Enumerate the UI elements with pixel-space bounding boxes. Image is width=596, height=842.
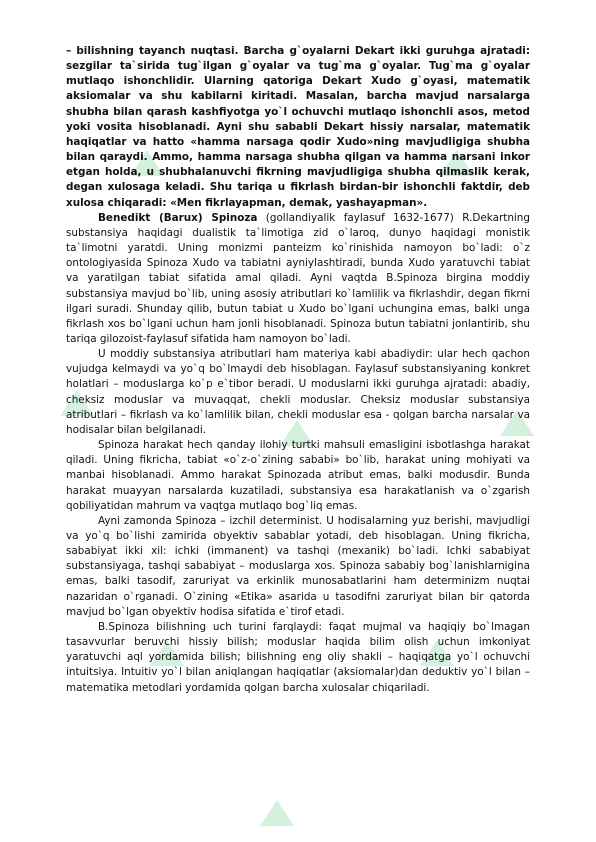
paragraph-determinizm: Ayni zamonda Spinoza – izchil determinist. U hodisalarning yuz berishi, mavjudligi va yo`q bo`lishi zamirida obyektiv sabablar yotadi, deb hisoblagan. Uning fikricha, sababiyat ikki xil: ichki (immanent) va tashqi (mexanik) bo`ladi. Ichki sababiyat substansiyaga, tashqi sababiyat – moduslarga xos. Spinoza sababiy bog`lanishlarnigina emas, balki tasodif, zaruriyat va erkinlik munosabatlarini ham determinizm nuqtai nazaridan o`rganadi. O`zining «Etika» asarida u tasodifni zaruriyat bilan bir qatorda mavjud bo`lgan obyektiv hodisa sifatida e`tirof etadi. bbox=[66, 514, 530, 618]
watermark-logo-icon bbox=[260, 800, 294, 826]
spinoza-name: Benedikt (Barux) Spinoza bbox=[98, 211, 258, 224]
paragraph-harakat: Spinoza harakat hech qanday ilohiy turtki mahsuli emasligini isbotlashga harakat qiladi. Uning fikricha, tabiat «o`z-o`zining sababi» bo`lib, harakat uning mohiyati va manbai hisoblanadi. Ammo harakat Spinozada atribut emas, balki modusdir. Bunda harakat muayyan narsalarda kuzatiladi, substansiya esa harakatlanish va o`zgarish qobiliyatidan mahrum va vaqtga mutlaqo bog`liq emas. bbox=[66, 439, 530, 512]
paragraph-dekart: – bilishning tayanch nuqtasi. Barcha g`oyalarni Dekart ikki guruhga ajratadi: sezgilar ta`sirida tug`ilgan g`oyalar va tug`ma g`oyalar. Tug`ma g`oyalar mutlaqo ishonchlidir. Ularning qatoriga Dekart Xudo g`oyasi, matematik aksiomalar va shu kabilarni kiritadi. Masalan, barcha mavjud narsalarga shubha bilan qarash kashfiyotga yo`l ochuvchi mutlaqo ishonchli asos, metod yoki vosita hisoblanadi. Ayni shu sababli Dekart hissiy narsalar, matematik haqiqatlar va hatto «hamma narsaga qodir Xudo»ning mavjudligiga shubha bilan qaraydi. Ammo, hamma narsaga shubha qilgan va hamma narsani inkor etgan holda, u shubhalanuvchi fikrning mavjudligiga shubha qilmaslik kerak, degan xulosaga keladi. Shu tariqa u fikrlash birdan-bir ishonchli faktdir, deb xulosa chiqaradi: «Men fikrlayapman, demak, yashayapman». bbox=[66, 45, 530, 209]
spinoza-intro-text: (gollandiyalik faylasuf 1632-1677) R.Dekartning substansiya haqidagi dualistik ta`limotiga zid o`laroq, dunyo haqidagi monistik ta`limotni yaratdi. Uning monizmi panteizm ko`rinishida namoyon bo`ladi: o`z ontologiyasida Spinoza Xudo va tabiatni ayniylashtiradi, bunda Xudo yaratuvchi tabiat va yaratilgan tabiat sifatida amal qiladi. Ayni vaqtda B.Spinoza birgina moddiy substansiya mavjud bo`lib, uning asosiy atributlari ko`lamlilik va fikrlashdir, degan fikrni ilgari suradi. Shunday qilib, butun tabiat u Xudo bo`lgani uchungina emas, balki unga fikrlash xos bo`lgani uchun ham jonli hisoblanadi. Spinoza butun tabiatni jonlantirib, shu tariqa gilozoist-faylasuf sifatida ham namoyon bo`ladi. bbox=[66, 211, 530, 345]
paragraph-spinoza-intro bbox=[66, 211, 530, 347]
paragraph-bilish: B.Spinoza bilishning uch turini farqlaydi: faqat mujmal va haqiqiy bo`lmagan tasavvurlar beruvchi hissiy bilish; moduslar haqida bilim olish uchun imkoniyat yaratuvchi aql yordamida bilish; bilishning eng oliy shakli – haqiqatga yo`l ochuvchi intuitsiya. Intuitiv yo`l bilan aniqlangan haqiqatlar (aksiomalar)dan deduktiv yo`l bilan – matematika metodlari yordamida qolgan barcha xulosalar chiqariladi. bbox=[66, 620, 530, 694]
paragraph-modus: U moddiy substansiya atributlari ham materiya kabi abadiydir: ular hech qachon vujudga kelmaydi va yo`q bo`lmaydi deb hisoblagan. Faylasuf substansiyaning konkret holatlari – moduslarga ko`p e`tibor beradi. U moduslarni ikki guruhga ajratadi: abadiy, cheksiz moduslar va muvaqqat, chekli moduslar. Cheksiz moduslar substansiya atributlari – fikrlash va ko`lamlilik bilan, chekli moduslar esa - qolgan barcha narsalar va hodisalar bilan belgilanadi. bbox=[66, 348, 530, 436]
body-text bbox=[66, 44, 530, 696]
